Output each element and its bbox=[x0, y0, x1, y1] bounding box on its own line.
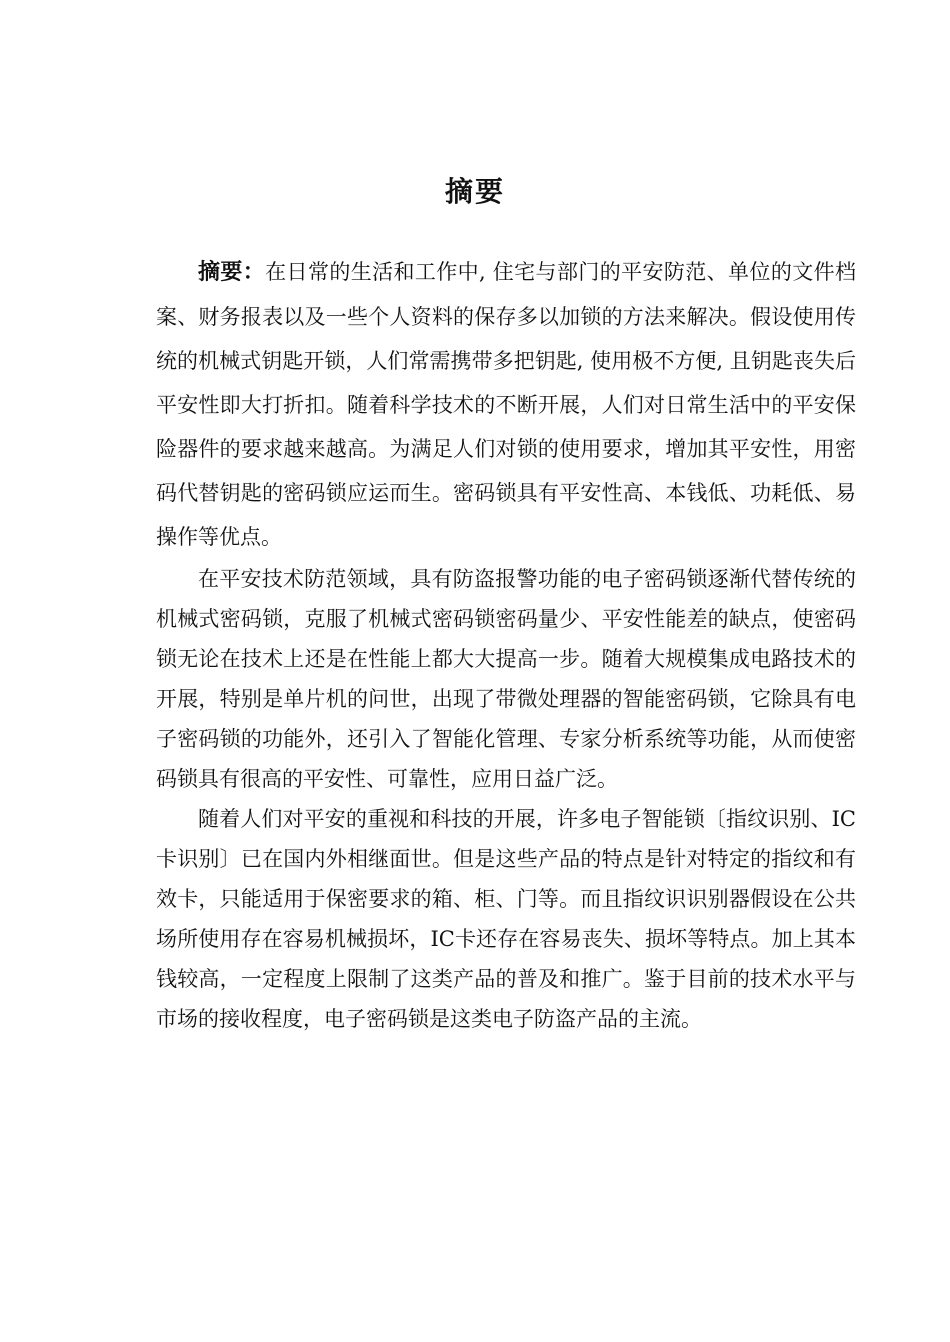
abstract-paragraph-1-text: 在日常的生活和工作中, 住宅与部门的平安防范、单位的文件档案、财务报表以及一些个人资料的保存多以加锁的方法来解决。假设使用传统的机械式钥匙开锁，人们常需携带多把钥匙, 使用极不方便, 且钥匙丧失后平安性即大打折扣。随着科学技术的不断开展，人们对日常生活中的平安保险器件的要求越来越高。为满足人们对锁的使用要求，增加其平安性，用密码代替钥匙的密码锁应运而生。密码锁具有平安性高、本钱低、功耗低、易操作等优点。 bbox=[156, 260, 856, 549]
abstract-paragraph-2: 在平安技术防范领域，具有防盗报警功能的电子密码锁逐渐代替传统的机械式密码锁，克服了机械式密码锁密码量少、平安性能差的缺点，使密码锁无论在技术上还是在性能上都大大提高一步。随着大规模集成电路技术的开展，特别是单片机的问世，出现了带微处理器的智能密码锁，它除具有电子密码锁的功能外，还引入了智能化管理、专家分析系统等功能，从而使密码锁具有很高的平安性、可靠性，应用日益广泛。 bbox=[156, 567, 856, 791]
abstract-body bbox=[156, 250, 856, 1039]
abstract-paragraph-3: 随着人们对平安的重视和科技的开展，许多电子智能锁〔指纹识别、IC卡识别〕已在国内外相继面世。但是这些产品的特点是针对特定的指纹和有效卡，只能适用于保密要求的箱、柜、门等。而且指纹识识别器假设在公共场所使用存在容易机械损坏，IC卡还存在容易丧失、损坏等特点。加上其本钱较高，一定程度上限制了这类产品的普及和推广。鉴于目前的技术水平与市场的接收程度，电子密码锁是这类电子防盗产品的主流。 bbox=[156, 807, 856, 1031]
abstract-lead-label: 摘要： bbox=[198, 260, 266, 285]
abstract-paragraph-1 bbox=[156, 250, 856, 559]
page-title: 摘要 bbox=[444, 175, 505, 208]
